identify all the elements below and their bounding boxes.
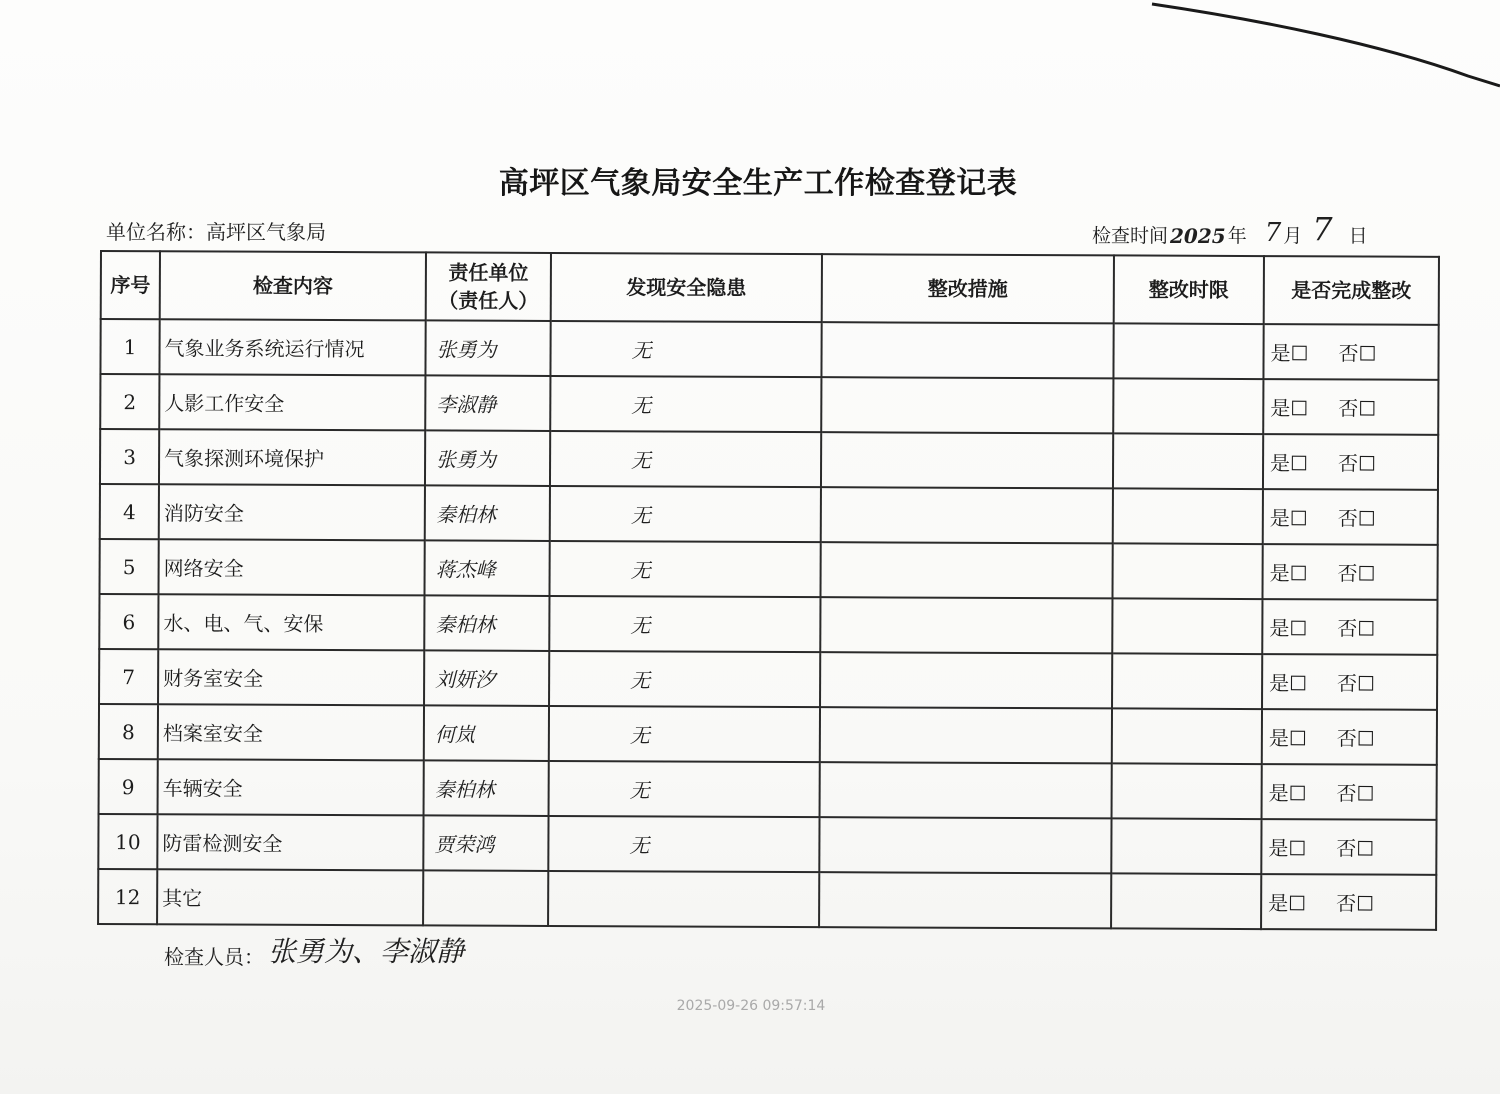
row-completed: [1262, 599, 1437, 655]
row-seq: 6: [99, 594, 158, 649]
row-completed: [1263, 324, 1438, 380]
row-responsible-signature: [423, 870, 548, 926]
header-responsible-line: 责任单位: [448, 260, 529, 285]
table-row: [100, 374, 1438, 435]
row-deadline: [1112, 708, 1262, 764]
no-checkbox[interactable]: 否☐: [1337, 616, 1376, 641]
row-responsible-signature: 张勇为: [425, 320, 550, 376]
row-measures: [821, 322, 1113, 378]
row-item: 消防安全: [159, 484, 425, 540]
row-completed: [1263, 434, 1438, 490]
row-completed: [1263, 489, 1438, 545]
row-item: 气象业务系统运行情况: [159, 319, 425, 375]
row-measures: [819, 817, 1111, 873]
row-responsible-signature: 秦柏林: [424, 595, 549, 651]
row-hazard: 无: [550, 486, 821, 542]
row-seq: 9: [99, 759, 158, 814]
row-completed: [1263, 379, 1438, 435]
yes-checkbox[interactable]: 是☐: [1270, 396, 1309, 421]
yes-checkbox[interactable]: 是☐: [1269, 671, 1308, 696]
no-checkbox[interactable]: 否☐: [1337, 561, 1376, 586]
row-hazard: 无: [548, 816, 819, 872]
row-item: 网络安全: [158, 539, 424, 595]
row-responsible-signature: 张勇为: [425, 430, 550, 486]
row-responsible-signature: 贾荣鸿: [423, 815, 548, 871]
row-item: 人影工作安全: [159, 374, 425, 430]
row-seq: 5: [99, 539, 158, 594]
yes-checkbox[interactable]: 是☐: [1268, 836, 1307, 861]
date-day: 7: [1312, 210, 1333, 248]
row-hazard: 无: [550, 321, 821, 377]
no-checkbox[interactable]: 否☐: [1336, 891, 1375, 916]
table-row: [98, 869, 1436, 930]
row-item: 水、电、气、安保: [158, 594, 424, 650]
unit-label: 单位名称：: [106, 220, 206, 244]
row-responsible-signature: 刘妍汐: [424, 650, 549, 706]
row-item: 气象探测环境保护: [159, 429, 425, 485]
table-row: [99, 649, 1437, 710]
row-measures: [821, 432, 1113, 488]
photo-timestamp: 2025-09-26 09:57:14: [676, 998, 826, 1014]
date-month: 7: [1264, 218, 1282, 248]
yes-checkbox[interactable]: 是☐: [1269, 561, 1308, 586]
unit-name: 高坪区气象局: [206, 220, 326, 244]
table-row: [100, 429, 1438, 490]
no-checkbox[interactable]: 否☐: [1336, 726, 1375, 751]
table-row: [99, 759, 1437, 820]
date-month-suffix: 月: [1283, 225, 1303, 247]
row-deadline: [1111, 818, 1261, 874]
yes-checkbox[interactable]: 是☐: [1270, 341, 1309, 366]
row-item: 档案室安全: [158, 704, 424, 760]
row-hazard: 无: [550, 431, 821, 487]
row-responsible-signature: 蒋杰峰: [424, 540, 549, 596]
date-year: 2025: [1170, 224, 1226, 248]
row-completed: [1262, 544, 1437, 600]
no-checkbox[interactable]: 否☐: [1338, 396, 1377, 421]
row-hazard: 无: [549, 651, 820, 707]
date-label: 检查时间: [1092, 225, 1169, 247]
yes-checkbox[interactable]: 是☐: [1270, 451, 1309, 476]
table-header-row: [101, 251, 1439, 325]
row-deadline: [1113, 488, 1263, 544]
header-item: 检查内容: [160, 251, 426, 320]
unit-name-line: [106, 216, 326, 245]
paper-edge-shadow: [0, 0, 1500, 120]
row-completed: [1262, 764, 1437, 820]
no-checkbox[interactable]: 否☐: [1338, 341, 1377, 366]
date-year-suffix: 年: [1227, 225, 1247, 247]
table-row: [100, 319, 1438, 380]
row-hazard: 无: [550, 376, 821, 432]
row-seq: 2: [100, 374, 159, 429]
row-completed: [1261, 819, 1436, 875]
row-seq: 4: [100, 484, 159, 539]
row-item: 其它: [157, 869, 423, 925]
no-checkbox[interactable]: 否☐: [1337, 506, 1376, 531]
row-deadline: [1112, 653, 1262, 709]
no-checkbox[interactable]: 否☐: [1337, 451, 1377, 476]
yes-checkbox[interactable]: 是☐: [1269, 616, 1308, 641]
row-measures: [821, 377, 1113, 433]
yes-checkbox[interactable]: 是☐: [1268, 781, 1307, 806]
inspectors-signature: 张勇为、李淑静: [268, 935, 465, 968]
no-checkbox[interactable]: 否☐: [1337, 671, 1376, 696]
row-seq: 10: [98, 814, 157, 869]
row-hazard: [548, 871, 819, 927]
row-completed: [1262, 654, 1437, 710]
table-row: [98, 814, 1436, 875]
row-measures: [820, 652, 1112, 708]
table-row: [99, 594, 1437, 655]
inspection-table: [97, 250, 1440, 931]
row-deadline: [1112, 763, 1262, 819]
no-checkbox[interactable]: 否☐: [1336, 836, 1375, 861]
no-checkbox[interactable]: 否☐: [1336, 781, 1375, 806]
header-completed: 是否完成整改: [1264, 256, 1439, 325]
row-deadline: [1112, 543, 1262, 599]
row-deadline: [1113, 323, 1263, 379]
table-row: [100, 484, 1438, 545]
row-hazard: 无: [549, 706, 820, 762]
header-seq: 序号: [101, 251, 160, 319]
row-deadline: [1113, 433, 1263, 489]
row-seq: 12: [98, 869, 157, 924]
row-seq: 8: [99, 704, 158, 759]
header-hazard: 发现安全隐患: [551, 253, 822, 322]
row-item: 防雷检测安全: [157, 814, 423, 870]
row-seq: 1: [100, 319, 159, 374]
form-title: 高坪区气象局安全生产工作检查登记表: [498, 166, 1018, 201]
row-hazard: 无: [549, 596, 820, 652]
table-row: [99, 704, 1437, 765]
row-responsible-signature: 何岚: [424, 705, 549, 761]
row-item: 财务室安全: [158, 649, 424, 705]
date-day-suffix: 日: [1348, 225, 1368, 247]
header-deadline: 整改时限: [1114, 255, 1264, 324]
row-seq: 3: [100, 429, 159, 484]
header-responsible-line: （责任人）: [438, 288, 539, 313]
row-responsible-signature: 李淑静: [425, 375, 550, 431]
row-hazard: 无: [549, 541, 820, 597]
row-measures: [821, 487, 1113, 543]
row-responsible-signature: 秦柏林: [424, 760, 549, 816]
table-row: [99, 539, 1437, 600]
row-measures: [820, 707, 1112, 763]
row-responsible-signature: 秦柏林: [425, 485, 550, 541]
row-item: 车辆安全: [158, 759, 424, 815]
yes-checkbox[interactable]: 是☐: [1268, 891, 1307, 916]
row-hazard: 无: [549, 761, 820, 817]
header-measures: 整改措施: [822, 254, 1114, 323]
header-responsible: [426, 252, 551, 321]
row-deadline: [1112, 598, 1262, 654]
row-seq: 7: [99, 649, 158, 704]
row-completed: [1261, 874, 1436, 930]
inspection-date-line: [1092, 210, 1368, 248]
yes-checkbox[interactable]: 是☐: [1269, 506, 1308, 531]
row-completed: [1262, 709, 1437, 765]
inspectors-label: 检查人员：: [164, 945, 264, 969]
row-measures: [819, 872, 1111, 928]
row-measures: [820, 542, 1112, 598]
yes-checkbox[interactable]: 是☐: [1268, 726, 1307, 751]
inspectors-line: [164, 930, 464, 970]
row-deadline: [1111, 873, 1261, 929]
row-measures: [820, 597, 1112, 653]
row-deadline: [1113, 378, 1263, 434]
row-measures: [820, 762, 1112, 818]
